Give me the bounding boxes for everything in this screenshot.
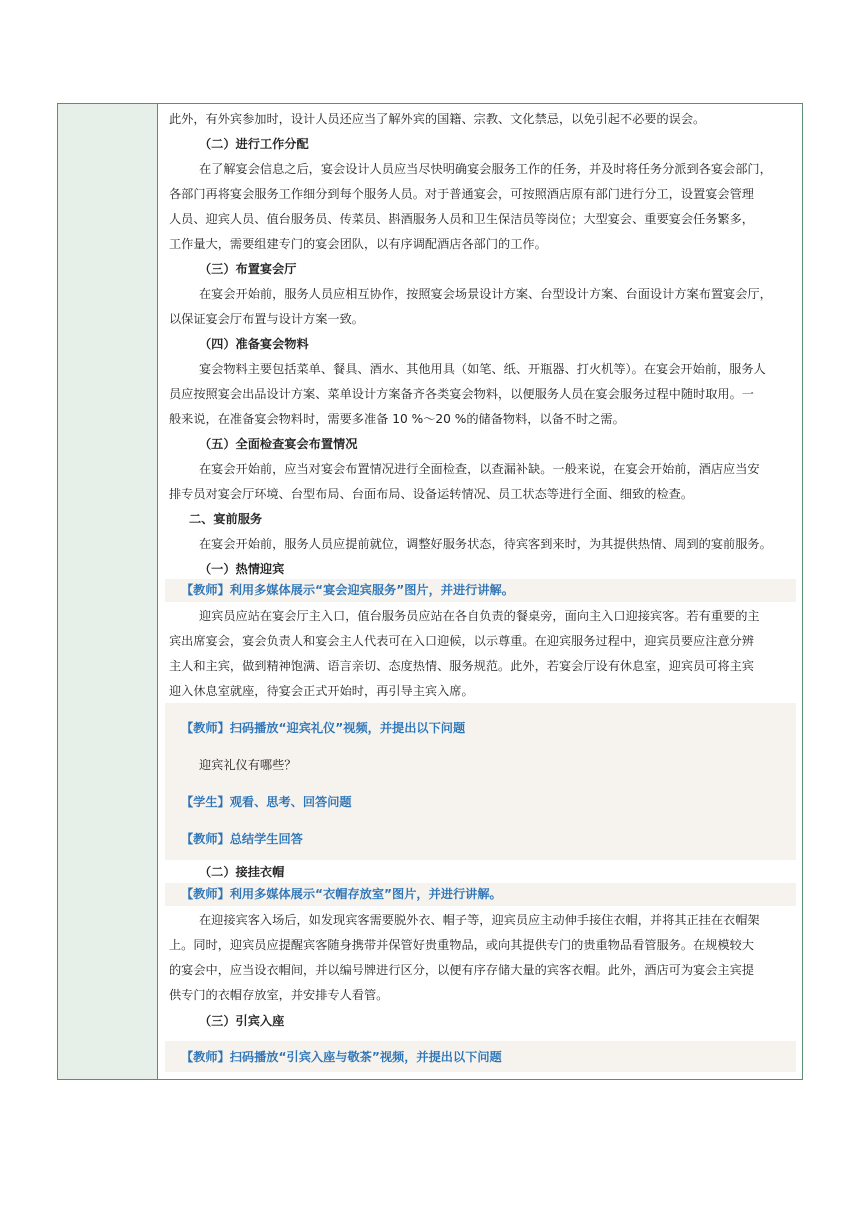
section-heading: （五）全面检查宴会布置情况 <box>199 437 358 451</box>
teacher-note-band <box>165 579 796 602</box>
teacher-note: 【教师】扫码播放“迎宾礼仪”视频，并提出以下问题 <box>181 721 466 735</box>
paragraph-line: 在宴会开始前，服务人员应提前就位，调整好服务状态，待宾客到来时，为其提供热情、周到的宴前服务。 <box>199 537 772 551</box>
teacher-note-band <box>165 1041 796 1072</box>
paragraph-line: 迎宾员应站在宴会厅主入口，值台服务员应站在各自负责的餐桌旁，面向主入口迎接宾客。若有重要的主 <box>199 609 760 623</box>
paragraph-line: 主人和主宾，做到精神饱满、语言亲切、态度热情、服务规范。此外，若宴会厅设有休息室，迎宾员可将主宾 <box>169 659 754 673</box>
paragraph-line: 在宴会开始前，应当对宴会布置情况进行全面检查，以查漏补缺。一般来说，在宴会开始前，酒店应当安 <box>199 462 760 476</box>
lesson-table <box>57 103 803 1080</box>
paragraph-line: 人员、迎宾人员、值台服务员、传菜员、斟酒服务人员和卫生保洁员等岗位；大型宴会、重要宴会任务繁多， <box>169 212 754 226</box>
section-heading: （四）准备宴会物料 <box>199 337 309 351</box>
section-heading: （二）进行工作分配 <box>199 137 309 151</box>
teacher-note: 【教师】利用多媒体展示“衣帽存放室”图片，并进行讲解。 <box>181 887 502 901</box>
paragraph-line: 般来说，在准备宴会物料时，需要多准备 10 %～20 %的储备物料，以备不时之需。 <box>169 412 625 426</box>
paragraph-line: 排专员对宴会厅环境、台型布局、台面布局、设备运转情况、员工状态等进行全面、细致的检查。 <box>169 487 694 501</box>
section-heading: （三）引宾入座 <box>199 1014 285 1028</box>
paragraph-line: 在迎接宾客入场后，如发现宾客需要脱外衣、帽子等，迎宾员应主动伸手接住衣帽，并将其正挂在衣帽架 <box>199 913 760 927</box>
paragraph-line: 的宴会中，应当设衣帽间，并以编号牌进行区分，以便有序存储大量的宾客衣帽。此外，酒店可为宴会主宾提 <box>169 963 754 977</box>
section-heading: （二）接挂衣帽 <box>199 865 285 879</box>
section-heading: （一）热情迎宾 <box>199 562 285 576</box>
paragraph-line: 各部门再将宴会服务工作细分到每个服务人员。对于普通宴会，可按照酒店原有部门进行分工，设置宴会管理 <box>169 187 754 201</box>
content-cell <box>159 104 802 1079</box>
activity-block <box>165 703 796 860</box>
paragraph-line: 宴会物料主要包括菜单、餐具、酒水、其他用具（如笔、纸、开瓶器、打火机等）。在宴会开始前，服务人 <box>199 362 766 376</box>
paragraph-line: 以保证宴会厅布置与设计方案一致。 <box>169 312 364 326</box>
question-text: 迎宾礼仪有哪些？ <box>199 758 297 772</box>
label-column <box>58 104 158 1079</box>
section-heading: 二、宴前服务 <box>189 512 263 526</box>
paragraph-line: 在了解宴会信息之后，宴会设计人员应当尽快明确宴会服务工作的任务，并及时将任务分派到各宴会部门， <box>199 162 772 176</box>
paragraph-line: 上。同时，迎宾员应提醒宾客随身携带并保管好贵重物品，或向其提供专门的贵重物品看管服务。在规模较大 <box>169 938 754 952</box>
teacher-note: 【教师】利用多媒体展示“宴会迎宾服务”图片，并进行讲解。 <box>181 583 514 597</box>
paragraph-line: 员应按照宴会出品设计方案、菜单设计方案备齐各类宴会物料，以便服务人员在宴会服务过程中随时取用。一 <box>169 387 754 401</box>
student-note: 【学生】观看、思考、回答问题 <box>181 795 352 809</box>
paragraph-line: 迎入休息室就座，待宴会正式开始时，再引导主宾入席。 <box>169 684 474 698</box>
teacher-note: 【教师】扫码播放“引宾入座与敬茶”视频，并提出以下问题 <box>181 1050 502 1064</box>
paragraph-line: 供专门的衣帽存放室，并安排专人看管。 <box>169 988 389 1002</box>
paragraph-line: 此外，有外宾参加时，设计人员还应当了解外宾的国籍、宗教、文化禁忌，以免引起不必要的误会。 <box>169 112 706 126</box>
section-heading: （三）布置宴会厅 <box>199 262 297 276</box>
paragraph-line: 在宴会开始前，服务人员应相互协作，按照宴会场景设计方案、台型设计方案、台面设计方案布置宴会厅， <box>199 287 772 301</box>
teacher-note: 【教师】总结学生回答 <box>181 832 303 846</box>
teacher-note-band <box>165 883 796 906</box>
paragraph-line: 工作量大，需要组建专门的宴会团队，以有序调配酒店各部门的工作。 <box>169 237 547 251</box>
paragraph-line: 宾出席宴会，宴会负责人和宴会主人代表可在入口迎候，以示尊重。在迎宾服务过程中，迎宾员要应注意分辨 <box>169 634 754 648</box>
